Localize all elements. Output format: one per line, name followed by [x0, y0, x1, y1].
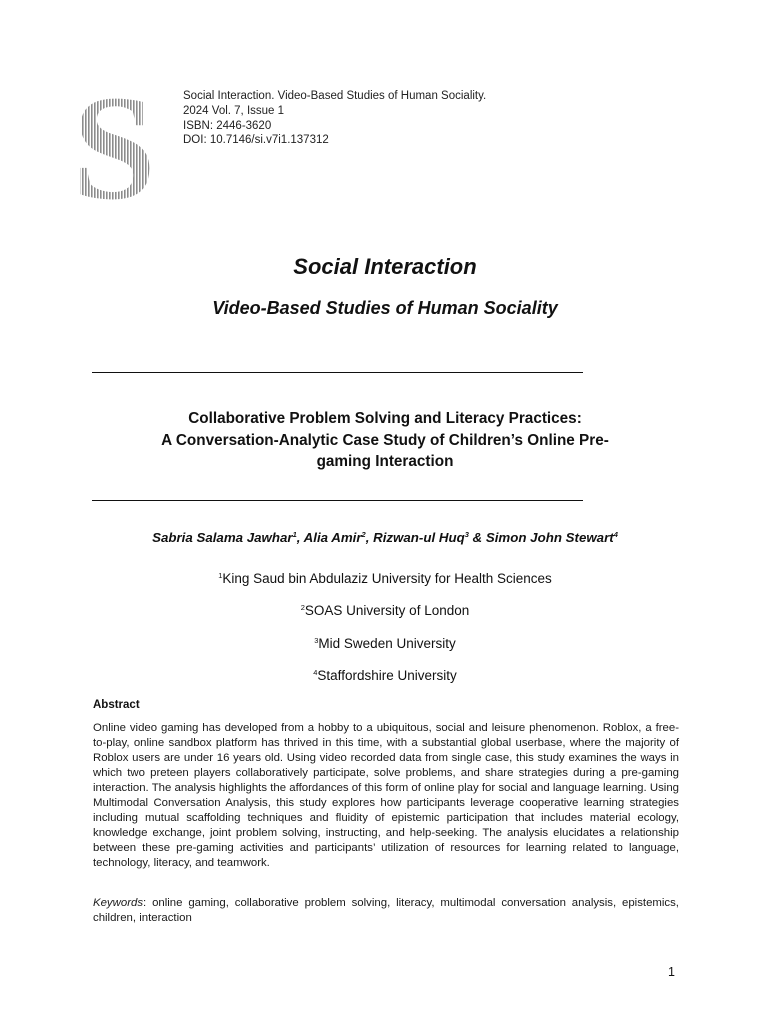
abstract-body: Online video gaming has developed from a hobby to a ubiquitous, social and leisure phenomenon. Roblox, a free-to-play, online sandbox platform has thrived in this time, with a substantial global userbase, where the majority of Roblox users are under 16 years old. Using video recorded data from single case, this study examines the ways in which two preteen players collaboratively participate, solve problems, and share strategies during a pre-gaming interaction. The analysis highlights the affordances of this form of online play for social and language learning. Using Multimodal Conversation Analysis, this study explores how participants leverage cooperative learning strategies including mutual scaffolding techniques and fluidity of epistemic participation that includes material ecology, knowledge exchange, joint problem solving, instructing, and help-seeking. The analysis elucidates a relationship between these pre-gaming activities and participants’ utilization of resources for learning related to language, technology, literacy, and teamwork. [93, 722, 679, 869]
affiliation [0, 571, 770, 586]
author-separator: , [296, 530, 304, 545]
affiliation-name: Staffordshire University [317, 668, 457, 683]
title-divider-bottom [92, 500, 583, 501]
author-affiliation-marker: 4 [613, 530, 618, 539]
title-divider-top [92, 372, 583, 373]
affiliation [0, 636, 770, 651]
doi[interactable]: DOI: 10.7146/si.v7i1.137312 [183, 134, 329, 147]
affiliation-name: King Saud bin Abdulaziz University for Health Sciences [222, 571, 552, 586]
affiliation [0, 603, 770, 618]
affiliation-marker: 2 [300, 603, 305, 612]
affiliation-marker: 1 [218, 571, 223, 580]
article-title-line: Collaborative Problem Solving and Literacy Practices: [188, 410, 582, 427]
author-affiliation-marker: 3 [464, 530, 469, 539]
article-title-line: A Conversation-Analytic Case Study of Children’s Online Pre- [161, 431, 609, 449]
affiliation-name: SOAS University of London [304, 603, 470, 618]
article-title [95, 408, 675, 473]
keywords-label: Keywords [93, 897, 144, 909]
volume-issue: 2024 Vol. 7, Issue 1 [183, 104, 285, 117]
journal-citation-block [183, 89, 486, 148]
journal-subtitle: Video-Based Studies of Human Sociality [212, 298, 558, 318]
keywords [93, 896, 679, 926]
author-name: Rizwan-ul Huq [373, 530, 465, 545]
page-number: 1 [668, 965, 675, 979]
isbn: ISBN: 2446-3620 [183, 119, 272, 132]
author-name: Simon John Stewart [485, 530, 614, 545]
keywords-text: online gaming, collaborative problem solving, literacy, multimodal conversation analysis, epistemics, children, interaction [93, 897, 679, 924]
author-name: Sabria Salama Jawhar [152, 530, 293, 545]
affiliation-name: Mid Sweden University [318, 636, 456, 651]
journal-citation: Social Interaction. Video-Based Studies of Human Sociality. [183, 90, 487, 102]
journal-title: Social Interaction [293, 254, 477, 279]
abstract-heading: Abstract [93, 699, 140, 711]
keywords-separator: : [143, 897, 153, 909]
author-affiliation-marker: 1 [292, 530, 297, 539]
affiliation-marker: 4 [313, 668, 318, 677]
journal-s-logo [64, 86, 166, 206]
affiliation [0, 668, 770, 683]
author-affiliation-marker: 2 [361, 530, 366, 539]
article-title-line: gaming Interaction [316, 453, 454, 470]
author-name: Alia Amir [303, 530, 362, 545]
svg-text:S: S [72, 86, 156, 206]
affiliation-marker: 3 [314, 636, 319, 645]
author-separator: & [468, 530, 486, 545]
author-list [0, 530, 770, 545]
author-separator: , [365, 530, 374, 545]
